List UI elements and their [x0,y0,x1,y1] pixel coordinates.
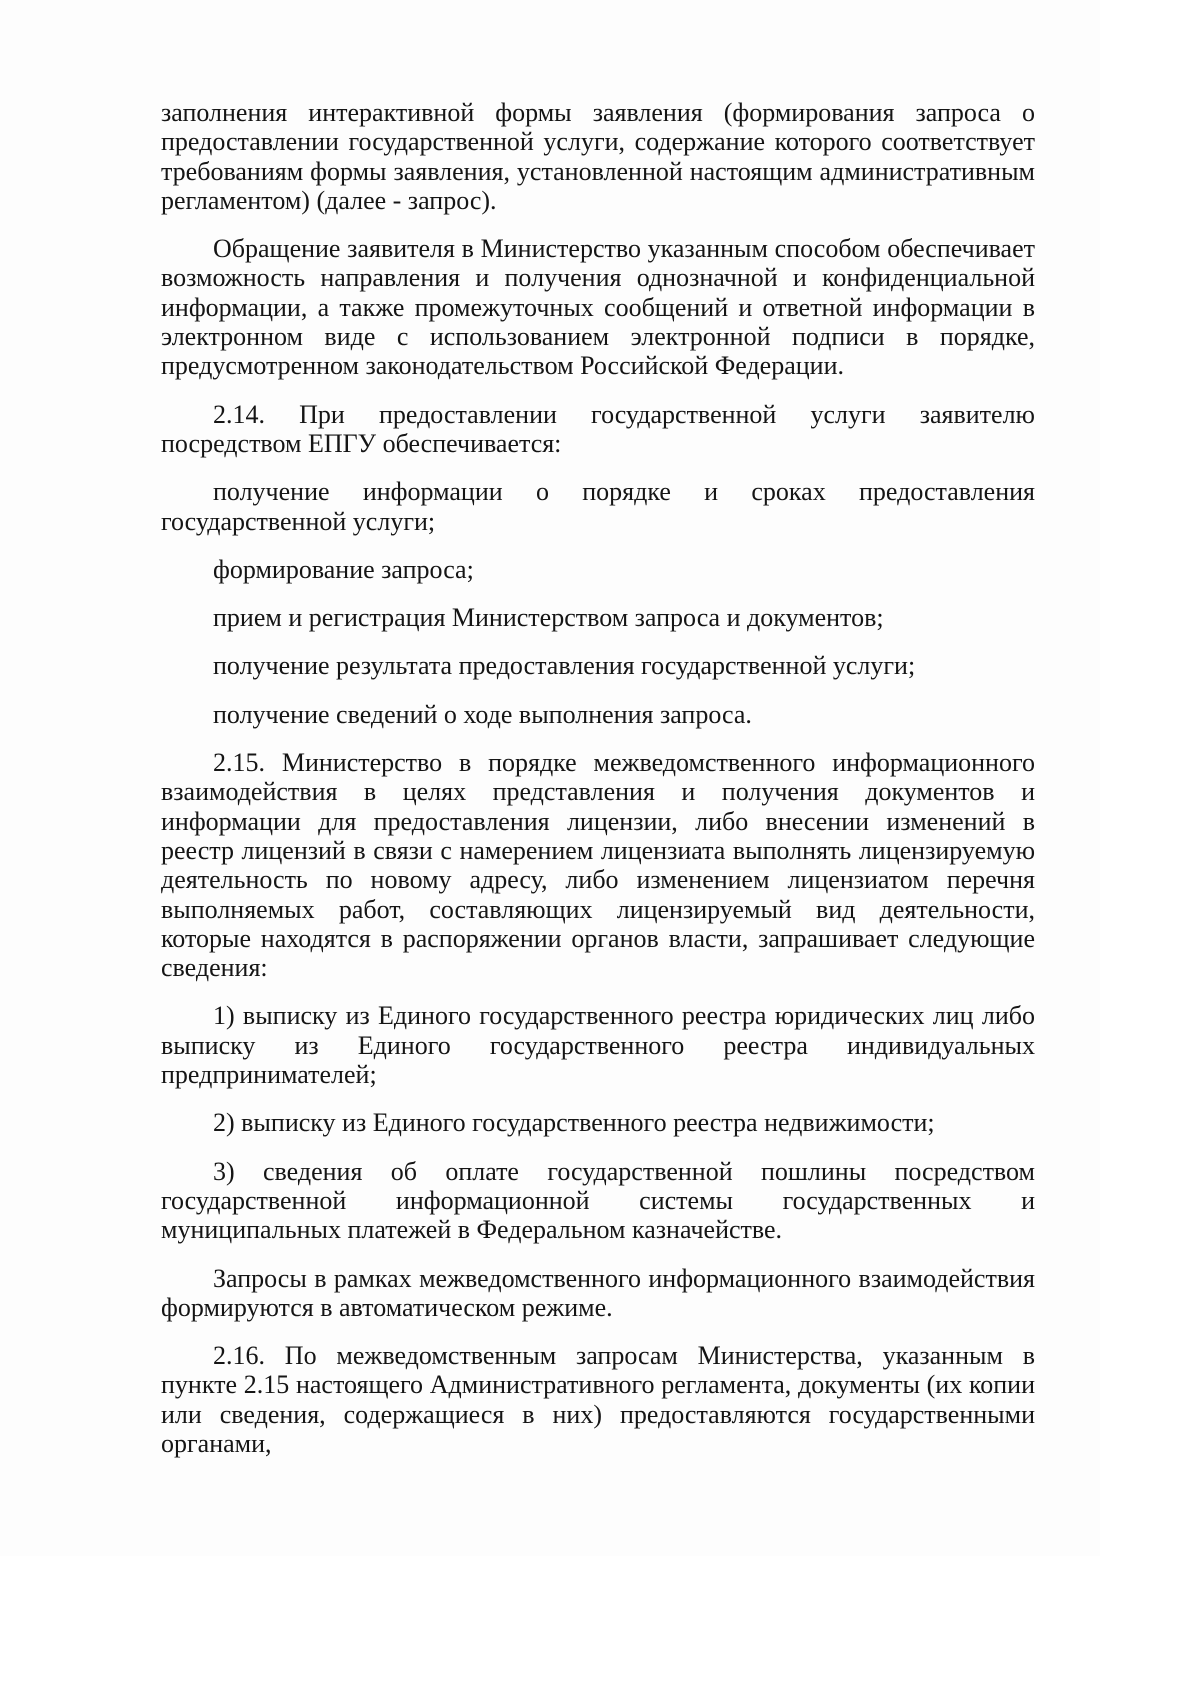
list-item-info: получение информации о порядке и сроках предоставления государственной услуги; [161,477,1035,536]
list-item-egrul: 1) выписку из Единого государственного реестра юридических лиц либо выписку из Единого государственного реестра индивидуальных предпринимателей; [161,1001,1035,1090]
paragraph-2-16: 2.16. По межведомственным запросам Министерства, указанным в пункте 2.15 настоящего Административного регламента, документы (их копии или сведения, содержащиеся в них) предоставляются государственными органами, [161,1341,1035,1458]
document-body [161,98,1035,1458]
list-item-request: формирование запроса; [213,554,474,584]
paragraph-2-14: 2.14. При предоставлении государственной услуги заявителю посредством ЕПГУ обеспечивается: [161,399,1035,458]
paragraph-2-15: 2.15. Министерство в порядке межведомственного информационного взаимодействия в целях представления и получения документов и информации для предоставления лицензии, либо внесении изменений в реестр лицензий в связи с намерением лицензиата выполнять лицензируемую деятельность по новому адресу, либо изменением лицензиатом перечня выполняемых работ, составляющих лицензируемый вид деятельности, которые находятся в распоряжении органов власти, запрашивает следующие сведения: [161,748,1035,983]
list-item-status: получение сведений о ходе выполнения запроса. [213,699,752,729]
paragraph-form-request: заполнения интерактивной формы заявления (формирования запроса о предоставлении государственной услуги, содержание которого соответствует требованиям формы заявления, установленной настоящим административным регламентом) (далее - запрос). [161,98,1035,215]
list-item-result: получение результата предоставления государственной услуги; [213,651,916,681]
paragraph-applicant-appeal: Обращение заявителя в Министерство указанным способом обеспечивает возможность направления и получения однозначной и конфиденциальной информации, а также промежуточных сообщений и ответной информации в электронном виде с использованием электронной подписи в порядке, предусмотренном законодательством Российской Федерации. [161,234,1035,381]
list-item-registration: прием и регистрация Министерством запроса и документов; [213,603,884,633]
list-item-egrn: 2) выписку из Единого государственного реестра недвижимости; [213,1108,935,1138]
list-item-payment: 3) сведения об оплате государственной пошлины посредством государственной информационной системы государственных и муниципальных платежей в Федеральном казначействе. [161,1156,1035,1245]
paragraph-auto-requests: Запросы в рамках межведомственного информационного взаимодействия формируются в автоматическом режиме. [161,1263,1035,1322]
